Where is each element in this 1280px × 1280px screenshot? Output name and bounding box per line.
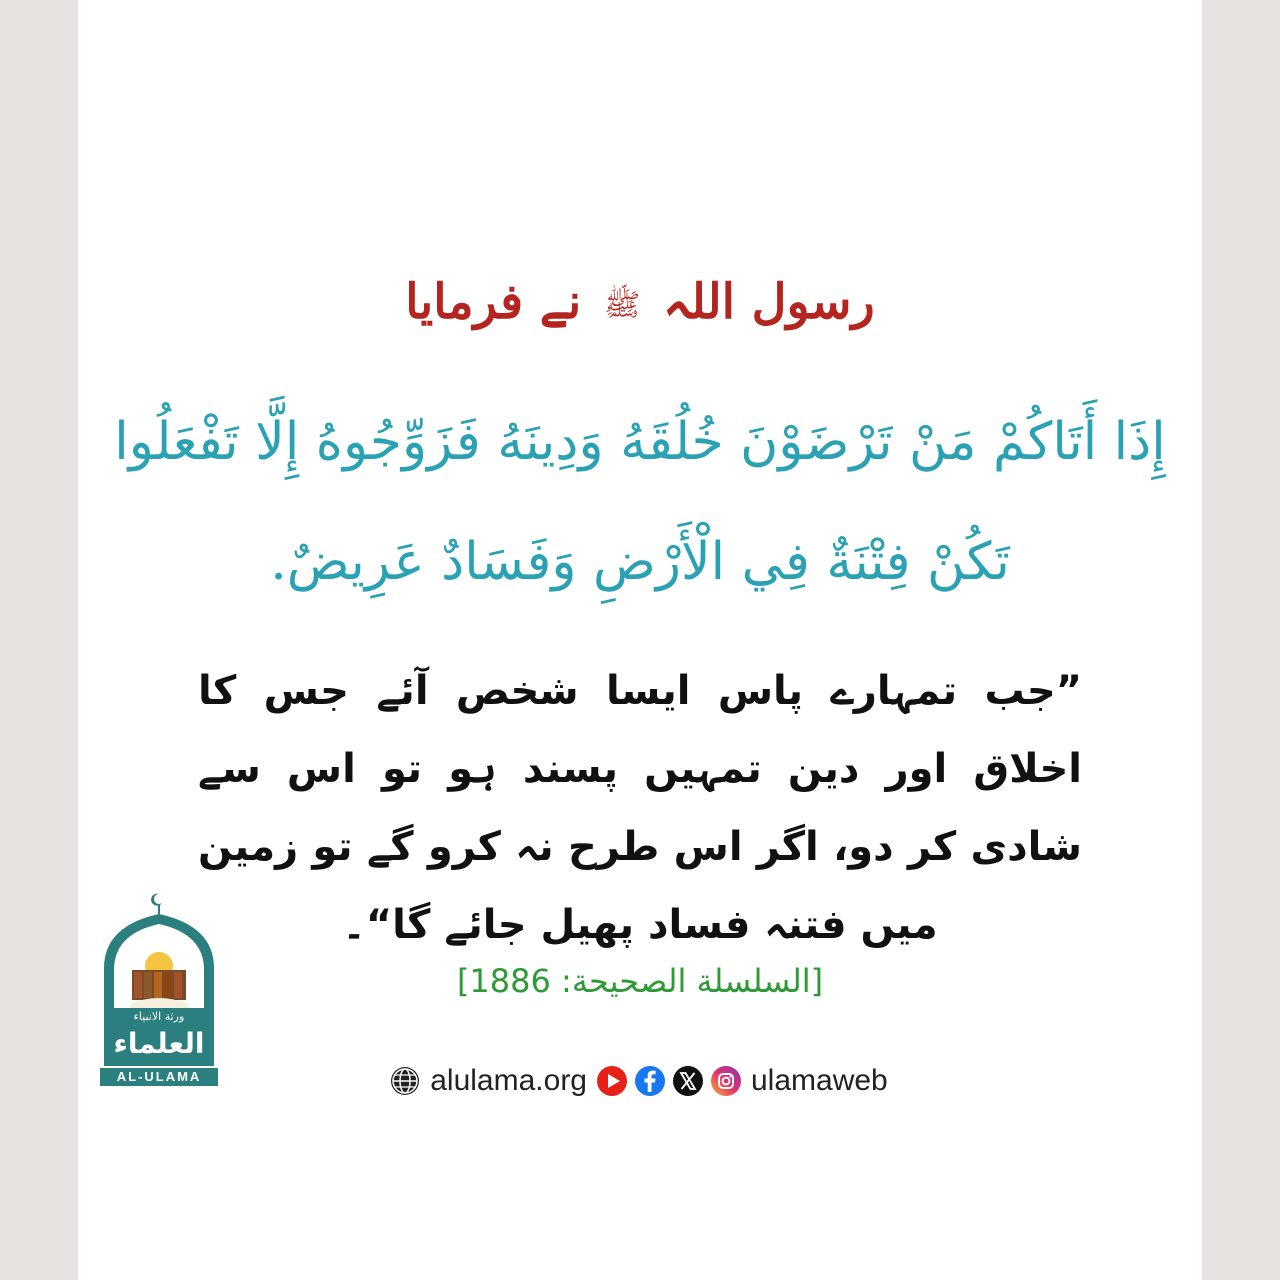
- x-icon[interactable]: [672, 1065, 704, 1097]
- heading-prophet-name: رسول اللہ: [662, 274, 875, 330]
- heading-said: نے فرمایا: [405, 274, 582, 330]
- social-handle[interactable]: ulamaweb: [751, 1064, 888, 1097]
- heading: [78, 262, 1202, 346]
- hadith-reference: [السلسلة الصحيحة: 1886]: [456, 962, 824, 1000]
- arabic-line-1: إِذَا أَتَاكُمْ مَنْ تَرْضَوْنَ خُلُقَهُ وَدِينَهُ فَزَوِّجُوهُ إِلَّا تَفْعَلُوا: [114, 412, 1166, 472]
- post-card: [78, 0, 1202, 1280]
- logo-latin-name: AL-ULAMA: [116, 1069, 202, 1084]
- website-link[interactable]: alulama.org: [430, 1064, 587, 1097]
- instagram-icon[interactable]: [710, 1065, 742, 1097]
- arabic-hadith: [78, 382, 1202, 622]
- honorific-symbol: ﷺ: [603, 287, 641, 323]
- globe-icon[interactable]: [389, 1065, 421, 1097]
- facebook-icon[interactable]: [634, 1065, 666, 1097]
- arabic-line-2: تَكُنْ فِتْنَةٌ فِي الْأَرْضِ وَفَسَادٌ عَرِيضٌ.: [270, 532, 1010, 592]
- logo-arabic-tagline: ورثة الانبياء: [133, 1010, 185, 1023]
- youtube-icon[interactable]: [596, 1065, 628, 1097]
- logo-arabic-name: العلماء: [113, 1027, 205, 1060]
- logo-emblem: [96, 888, 222, 1098]
- al-ulama-logo: [96, 888, 222, 1098]
- urdu-translation: ”جب تمہارے پاس ایسا شخص آئے جس کا اخلاق اور دین تمہیں پسند ہو تو اس سے شادی کر دو، اگر اس طرح نہ کرو گے تو زمین میں فتنہ فساد پھیل جائے گا“۔: [198, 668, 1082, 948]
- footer-social-bar: [78, 1056, 1202, 1106]
